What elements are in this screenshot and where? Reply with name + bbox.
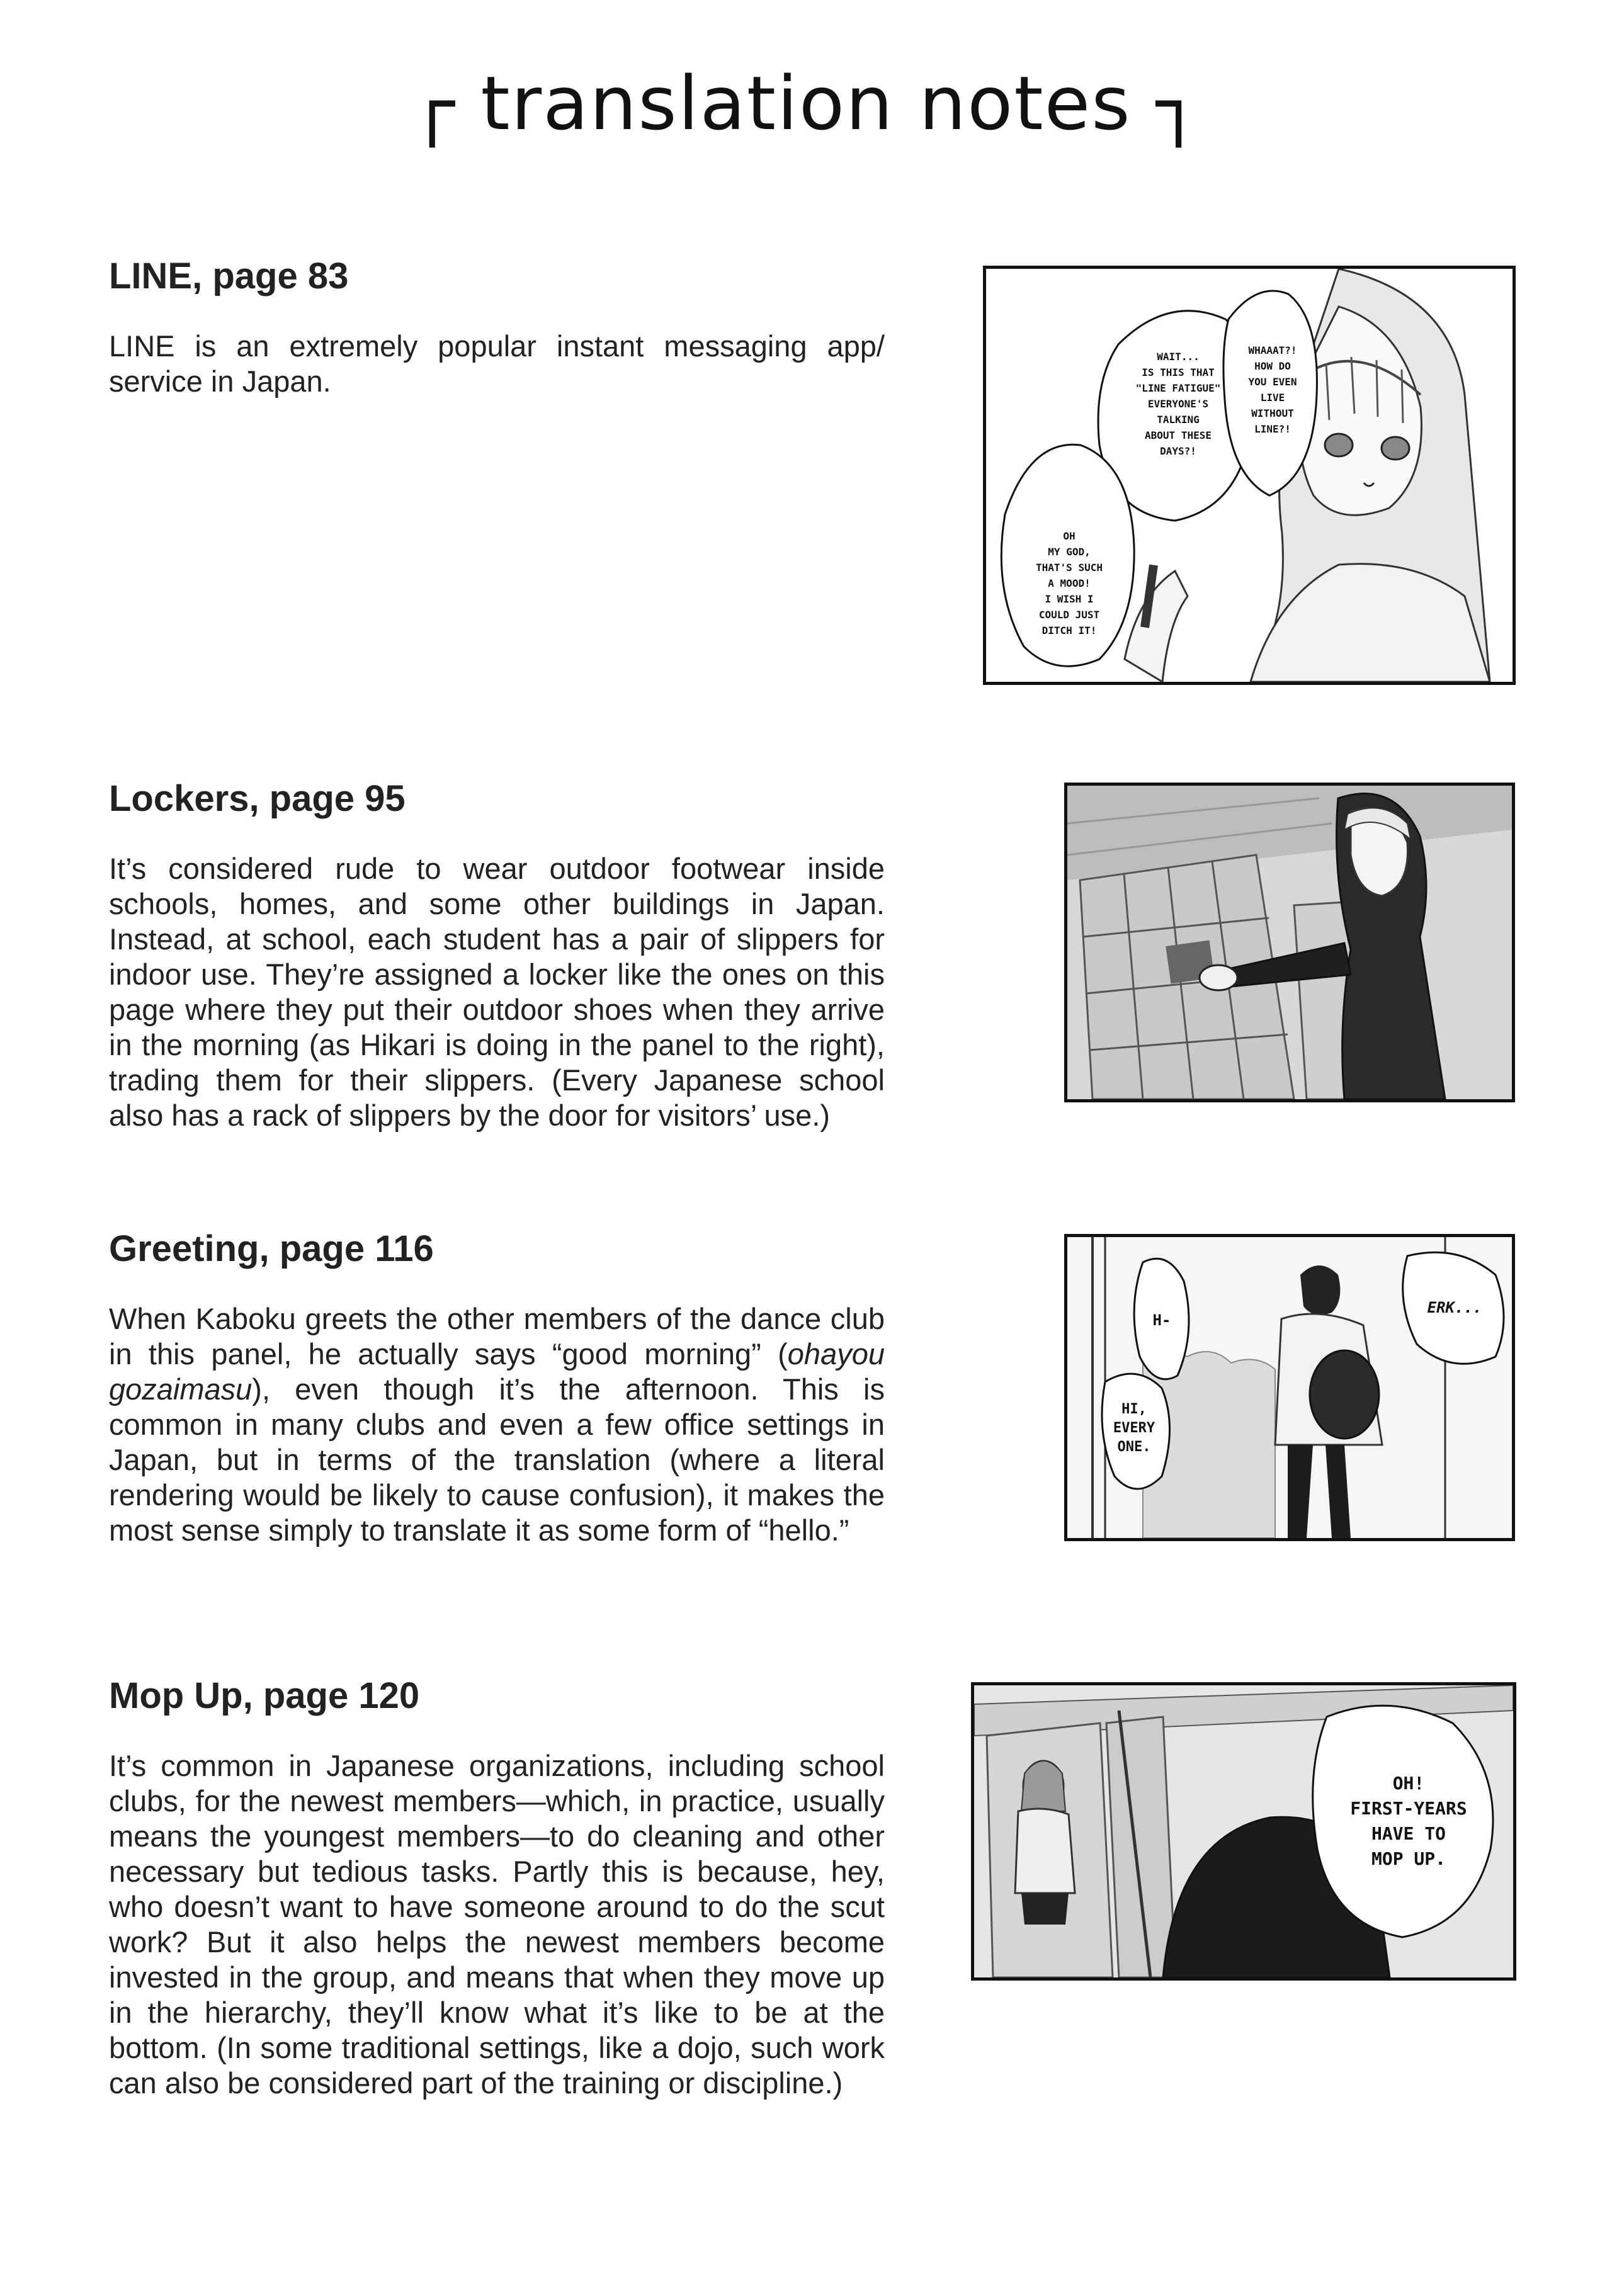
bubble-line: OH!	[1392, 1773, 1425, 1794]
page-title	[0, 60, 1612, 147]
manga-illustration-lockers	[1067, 786, 1512, 1099]
note-body-part: ), even though it’s the afternoon. This is common in many clubs and even a few office settings in Japan, but in terms of the translation (where a literal rendering would be likely to cause confusion), it makes the most sense simply to translate it as some form of “hello.”	[109, 1372, 885, 1547]
bubble-line: HI,	[1121, 1401, 1147, 1417]
manga-panel-greeting	[1064, 1234, 1515, 1541]
note-heading: LINE, page 83	[109, 256, 349, 297]
manga-panel-lockers	[1064, 783, 1515, 1102]
note-body-italic: ohayou gozaimasu	[109, 1337, 885, 1406]
bubble-line: OH	[1063, 530, 1076, 542]
manga-illustration-line	[986, 269, 1513, 682]
title-open-bracket: ┌	[409, 60, 456, 147]
bubble-line: HAVE TO	[1371, 1823, 1446, 1844]
note-body: It’s common in Japanese organizations, including school clubs, for the newest members—which, in practice, usually means the youngest members—to do cleaning and other necessary but tedious tasks. Partly this is because, hey, who doesn’t want to have someone around to do the scut work? But it also helps the newest members become invested in the group, and means that when they move up in the hierarchy, they’ll know what it’s like to be at the bottom. (In some traditional settings, like a dojo, such work can also be considered part of the training or discipline.)	[109, 1749, 885, 2100]
bubble-line: FIRST-YEARS	[1350, 1798, 1467, 1819]
manga-panel-line	[983, 266, 1516, 685]
bubble-line: EVERY	[1113, 1420, 1155, 1436]
bubble-greeting-1	[1153, 1311, 1171, 1329]
bubble-line: COULD JUST	[1038, 609, 1100, 621]
bubble-line: IS THIS THAT	[1142, 366, 1215, 378]
bubble-line: TALKING	[1157, 414, 1200, 426]
bubble-line: ABOUT THESE	[1145, 429, 1212, 441]
title-close-bracket: ┐	[1156, 60, 1203, 147]
bubble-line: H-	[1152, 1311, 1171, 1329]
note-mopup	[109, 1675, 885, 2101]
note-heading: Greeting, page 116	[109, 1228, 434, 1269]
bubble-line: LINE?!	[1254, 423, 1291, 435]
page-title-text: translation notes	[480, 60, 1132, 147]
bubble-greeting-3	[1428, 1299, 1482, 1316]
manga-illustration-greeting	[1067, 1237, 1512, 1538]
bubble-line: I WISH I	[1045, 593, 1094, 605]
note-heading: Lockers, page 95	[109, 778, 406, 819]
note-body: It’s considered rude to wear outdoor footwear inside schools, homes, and some other buildings in Japan. Instead, at school, each student has a pair of slippers for indoor use. They’re assigned a locker like the ones on this page where they put their outdoor shoes when they arrive in the morning (as Hikari is doing in the panel to the right), trading them for their slippers. (Every Japanese school also has a rack of slippers by the door for visitors’ use.)	[109, 852, 885, 1132]
bubble-line: ERK...	[1427, 1299, 1482, 1316]
bubble-line: MOP UP.	[1371, 1848, 1446, 1869]
bubble-line: WHAAAT?!	[1248, 344, 1297, 356]
note-body: LINE is an extremely popular instant messaging app/ service in Japan.	[109, 329, 885, 398]
note-heading: Mop Up, page 120	[109, 1675, 420, 1716]
bubble-line: A MOOD!	[1048, 577, 1091, 589]
note-body-part: When Kaboku greets the other members of the dance club in this panel, he actually says “good morning” (	[109, 1302, 885, 1371]
note-lockers	[109, 778, 885, 1133]
note-body	[109, 1301, 885, 1548]
bubble-line: MY GOD,	[1048, 546, 1091, 558]
note-greeting	[109, 1228, 885, 1548]
bubble-line: THAT'S SUCH	[1036, 562, 1103, 574]
bubble-line: HOW DO	[1254, 360, 1291, 372]
bubble-line: WITHOUT	[1251, 407, 1294, 419]
bubble-line: "LINE FATIGUE"	[1135, 382, 1221, 394]
bubble-line-1	[1136, 351, 1221, 457]
bubble-line: WAIT...	[1157, 351, 1200, 363]
manga-panel-mopup	[971, 1682, 1516, 1981]
bubble-line: EVERYONE'S	[1147, 398, 1209, 410]
manga-illustration-mopup	[974, 1685, 1513, 1977]
bubble-line: DITCH IT!	[1042, 625, 1097, 636]
bubble-line: LIVE	[1260, 392, 1285, 404]
bubble-line: ONE.	[1117, 1439, 1151, 1455]
bubble-line: YOU EVEN	[1248, 376, 1297, 388]
note-line	[109, 255, 885, 399]
bubble-line: DAYS?!	[1160, 445, 1196, 457]
